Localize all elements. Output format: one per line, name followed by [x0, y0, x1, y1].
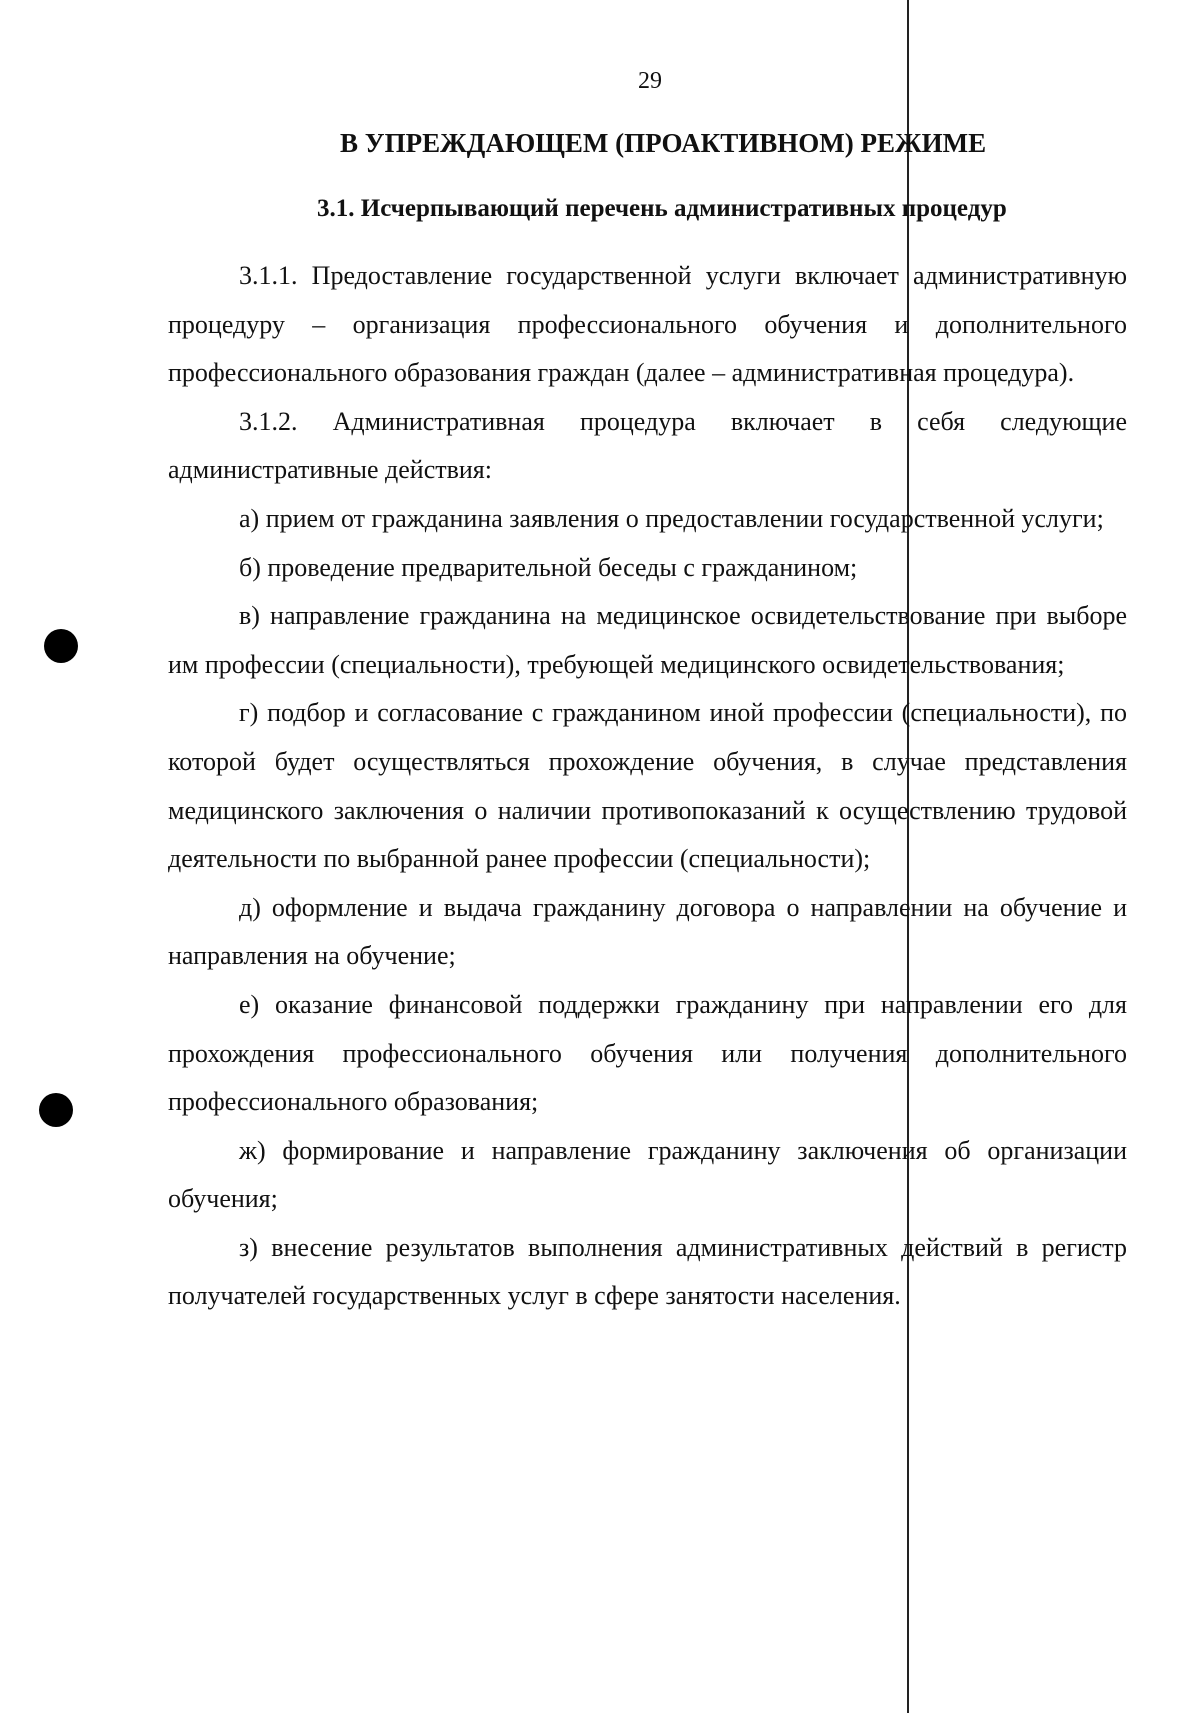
- section-title: В УПРЕЖДАЮЩЕМ (ПРОАКТИВНОМ) РЕЖИМЕ: [340, 128, 987, 158]
- list-item-v: в) направление гражданина на медицинское освидетельствование при выборе им профессии (специальности), требующей медицинского освидетельствования;: [168, 601, 1127, 679]
- punch-hole: [44, 629, 78, 663]
- list-item-a: а) прием от гражданина заявления о предоставлении государственной услуги;: [239, 503, 1104, 533]
- list-item-d: д) оформление и выдача гражданину договора о направлении на обучение и направления на обучение;: [168, 892, 1127, 971]
- list-item-zh: ж) формирование и направление гражданину заключения об организации обучения;: [168, 1135, 1127, 1214]
- list-item-e: е) оказание финансовой поддержки гражданину при направлении его для прохождения профессионального обучения или получения дополнительного профессионального образования;: [168, 989, 1127, 1117]
- subsection-title: 3.1. Исчерпывающий перечень административных процедур: [317, 195, 1007, 222]
- punch-hole: [39, 1093, 73, 1127]
- list-item-b: б) проведение предварительной беседы с гражданином;: [239, 552, 858, 582]
- list-item-g: г) подбор и согласование с гражданином иной профессии (специальности), по которой будет осуществляться прохождение обучения, в случае представления медицинского заключения о наличии противопоказаний к осуществлению трудовой деятельности по выбранной ранее профессии (специальности);: [168, 698, 1127, 874]
- page-number: 29: [638, 68, 662, 94]
- paragraph-3-1-1: 3.1.1. Предоставление государственной услуги включает административную процедуру – организация профессионального обучения и дополнительного профессионального образования граждан (далее – административная процедура).: [168, 261, 1127, 388]
- paragraph-3-1-2: 3.1.2. Административная процедура включает в себя следующие административные действия:: [168, 406, 1127, 485]
- body-text: [168, 252, 1127, 1321]
- list-item-z: з) внесение результатов выполнения административных действий в регистр получателей государственных услуг в сфере занятости населения.: [168, 1232, 1127, 1311]
